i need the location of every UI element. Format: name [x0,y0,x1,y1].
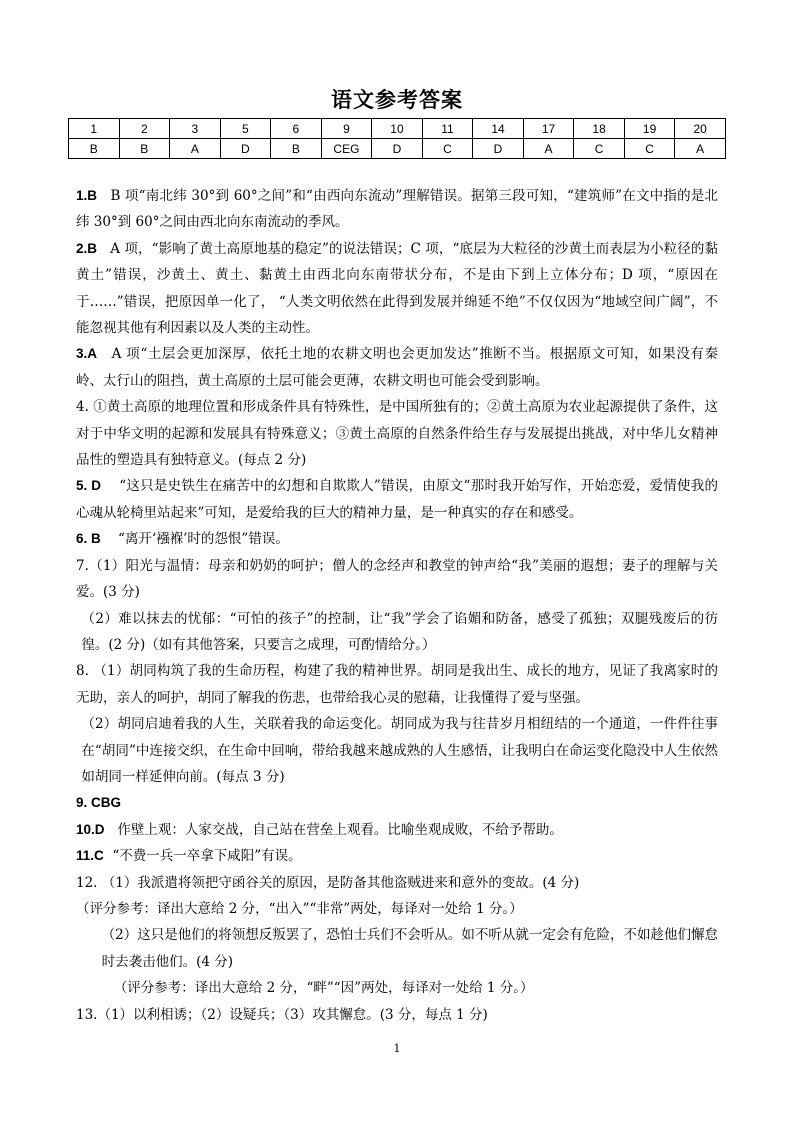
item-number: 1.B [76,188,98,203]
answer-item-4: 4. ①黄土高原的地理位置和形成条件具有特殊性，是中国所独有的；②黄土高原为农业起源提供了条件，这对于中华文明的起源和发展具有特殊意义；③黄土高原的自然条件给生存与发展提出挑战，对中华儿女精神品性的塑造具有独特意义。(每点 2 分) [76,399,718,469]
answer-item-3 [76,341,718,394]
scoring-note-12-2: （评分参考：译出大意给 2 分，“畔”“因”两处，每译对一处给 1 分。） [113,980,534,997]
item-number: 5. D [76,478,102,494]
item-text: A 项，“影响了黄土高原地基的稳定”的说法错误；C 项，“底层为大粒径的沙黄土而表层为小粒径的黏黄土”错误，沙黄土、黄土、黏黄土由西北向东南带状分布，不是由下到上立体分布；D 项，“原因在于……”错误，把原因单一化了， “人类文明依然在此得到发展并绵延不绝”不仅仅因为“地域空间广阔”，不能忽视其他有利因素以及人类的主动性。 [76,240,718,337]
table-cell: 1 [69,119,120,139]
table-cell: 6 [271,119,322,139]
item-text: “离开‘襁褓’时的怨恨”错误。 [117,531,289,548]
answer-explanations [76,183,718,1028]
table-cell: 10 [372,119,423,139]
answer-item-8-part-1: 8. （1）胡同构筑了我的生命历程，构建了我的精神世界。胡同是我出生、成长的地方，见证了我离家时的无助，亲人的呵护，胡同了解我的伤悲，也带给我心灵的慰藉，让我懂得了爱与坚强。 [76,663,718,706]
table-cell: 11 [422,119,473,139]
item-text: B 项“南北纬 30°到 60°之间”和“由西向东流动”理解错误。据第三段可知，“建筑师”在文中指的是北纬 30°到 60°之间由西北向东南流动的季风。 [76,188,719,231]
answer-item-12-part-2: （2）这只是他们的将领想反叛罢了，恐怕士兵们不会听从。如不听从就一定会有危险，不如趁他们懈怠时去袭击他们。(4 分) [101,927,718,970]
page-title: 语文参考答案 [331,88,463,112]
table-cell: B [119,139,170,159]
table-cell: 19 [624,119,675,139]
table-cell: 3 [170,119,221,139]
answer-item-1 [76,183,718,236]
table-cell: A [675,139,726,159]
answer-item-9: 9. CBG [76,795,122,811]
answer-item-5 [76,473,718,526]
answer-table [68,118,726,159]
item-number: 10.D [76,821,105,837]
page-number: 1 [393,1042,401,1055]
answer-item-2 [76,236,718,342]
item-number: 3.A [76,346,98,362]
table-cell: B [69,139,120,159]
table-cell: C [624,139,675,159]
table-cell: 20 [675,119,726,139]
table-cell: 14 [473,119,524,139]
table-cell: D [372,139,423,159]
table-cell: 17 [523,119,574,139]
item-number: 6. B [76,531,101,547]
table-cell: A [170,139,221,159]
table-cell: A [523,139,574,159]
item-number: 11.C [76,848,104,864]
answer-row [69,139,726,159]
item-text: “不费一兵一卒拿下咸阳”有误。 [112,848,302,865]
item-text: 作壁上观：人家交战，自己站在营垒上观看。比喻坐观成败，不给予帮助。 [117,821,563,838]
table-cell: 5 [220,119,271,139]
table-cell: B [271,139,322,159]
answer-item-12-part-1: 12. （1）我派遣将领把守函谷关的原因，是防备其他盗贼进来和意外的变故。(4 分) [76,874,580,891]
scoring-note-12-1: （评分参考：译出大意给 2 分，“出入”“非常”两处，每译对一处给 1 分。） [76,900,523,917]
answer-item-13: 13.（1）以利相诱；（2）设疑兵；（3）攻其懈怠。(3 分，每点 1 分) [76,1006,488,1023]
table-cell: 2 [119,119,170,139]
table-cell: 9 [321,119,372,139]
table-cell: CEG [321,139,372,159]
table-cell: C [574,139,625,159]
answer-item-8-part-2: （2）胡同启迪着我的人生，关联着我的命运变化。胡同成为我与往昔岁月相纽结的一个通道，一件件往事在“胡同”中连接交织，在生命中回响，带给我越来越成熟的人生感悟，让我明白在命运变化隐没中人生依然如胡同一样延伸向前。(每点 3 分) [81,716,718,785]
item-text: A 项“土层会更加深厚，依托土地的农耕文明也会更加发达”推断不当。根据原文可知，如果没有秦岭、太行山的阻挡，黄土高原的土层可能会更薄，农耕文明也可能会受到影响。 [76,346,719,389]
answer-item-6 [76,526,718,552]
table-cell: D [473,139,524,159]
item-number: 2.B [76,240,98,256]
answer-item-7-part-1: 7.（1）阳光与温情：母亲和奶奶的呵护；僧人的念经声和教堂的钟声给“我”美丽的遐想；妻子的理解与关爱。(3 分) [76,557,718,601]
answer-item-10 [76,817,718,843]
answer-item-11 [76,843,718,869]
table-cell: C [422,139,473,159]
table-cell: 18 [574,119,625,139]
table-cell: D [220,139,271,159]
item-text: “这只是史铁生在痛苦中的幻想和自欺欺人”错误，由原文“那时我开始写作，开始恋爱，爱情使我的心魂从轮椅里站起来”可知，是爱给我的巨大的精神力量，是一种真实的存在和感受。 [76,478,718,521]
answer-item-7-part-2: （2）难以抹去的忧郁：“可怕的孩子”的控制，让“我”学会了谄媚和防备，感受了孤独；双腿残废后的彷徨。(2 分)（如有其他答案，只要言之成理，可酌情给分。） [81,610,718,653]
question-number-row [69,119,726,139]
